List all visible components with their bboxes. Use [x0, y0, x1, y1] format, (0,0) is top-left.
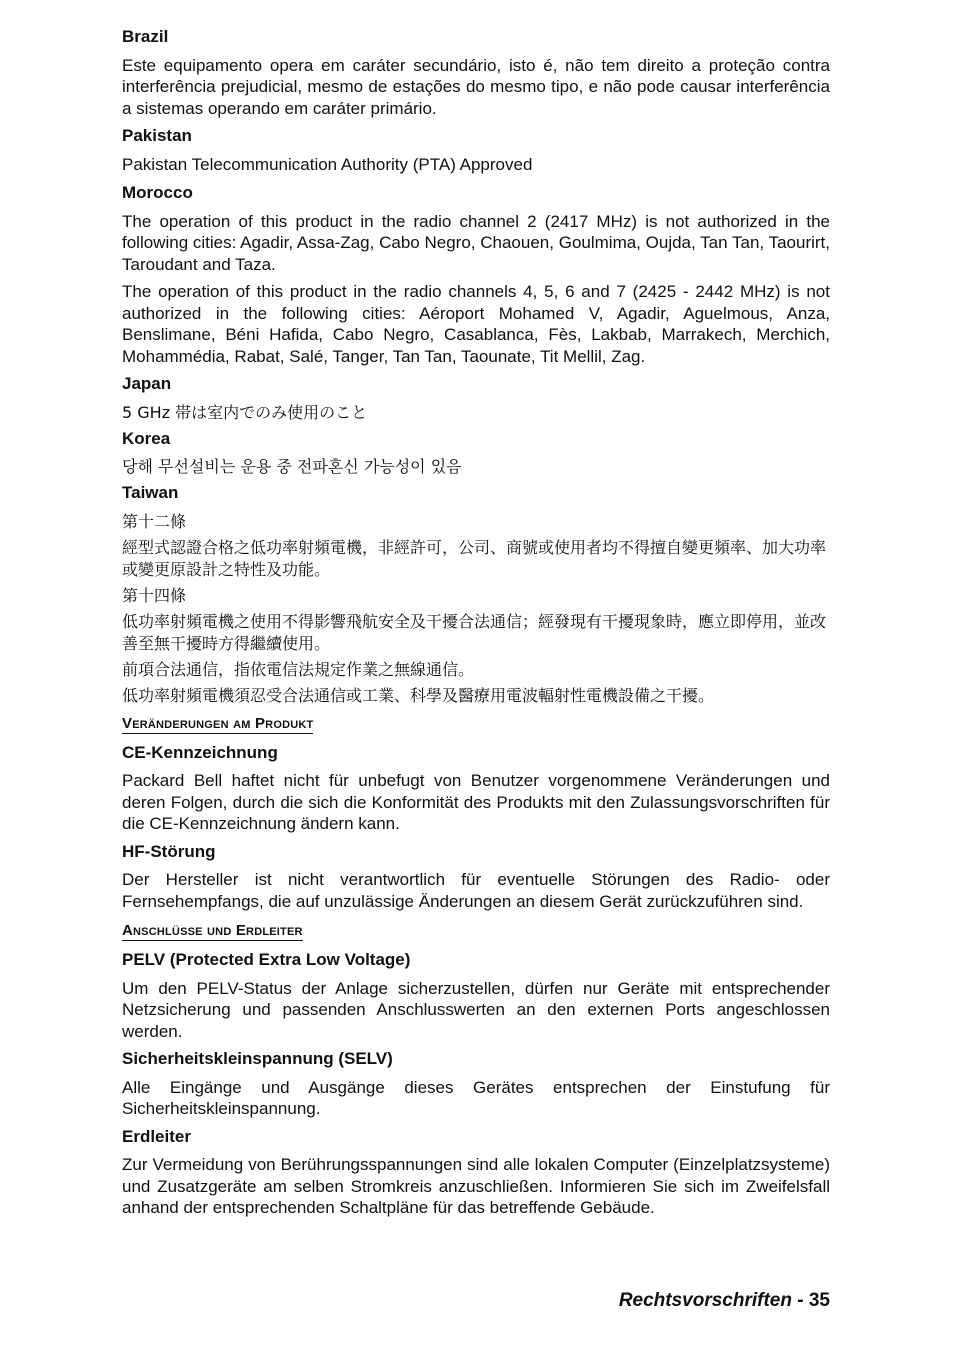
section-title-wrap-changes	[122, 711, 830, 742]
section-title-wrap-connections	[122, 918, 830, 949]
taiwan-article-14-text-2: 前項合法通信，指依電信法規定作業之無線通信。	[122, 659, 475, 679]
paragraph-brazil: Este equipamento opera em caráter secundário, isto é, não tem direito a proteção contra interferência prejudicial, mesmo de estações do mesmo tipo, e não pode causar interferência a sistemas operando em caráter primário.	[122, 55, 830, 118]
section-title-connections: Anschlüsse und Erdleiter	[122, 922, 303, 939]
taiwan-article-14-text-1: 低功率射頻電機之使用不得影響飛航安全及干擾合法通信；經發現有干擾現象時，應立即停用，並改善至無干擾時方得繼續使用。	[122, 611, 827, 653]
taiwan-article-14-title: 第十四條	[122, 585, 187, 605]
paragraph-morocco-1: The operation of this product in the radio channel 2 (2417 MHz) is not authorized in the following cities: Agadir, Assa-Zag, Cabo Negro, Chaouen, Goulmima, Oujda, Tan Tan, Taourirt, Taroudant and Taza.	[122, 211, 830, 274]
taiwan-article-12-title: 第十二條	[122, 511, 187, 531]
taiwan-article-14-text-3: 低功率射頻電機須忍受合法通信或工業、科學及醫療用電波輻射性電機設備之干擾。	[122, 685, 715, 705]
paragraph-korea: 당해 무선설비는 운용 중 전파혼신 가능성이 있음	[122, 457, 462, 476]
paragraph-selv: Alle Eingänge und Ausgänge dieses Gerätes entsprechen der Einstufung für Sicherheitskleinspannung.	[122, 1077, 830, 1118]
footer-title: Rechtsvorschriften -	[618, 1290, 809, 1311]
heading-japan: Japan	[122, 374, 172, 393]
heading-pelv: PELV (Protected Extra Low Voltage)	[122, 950, 411, 969]
paragraph-ce-marking: Packard Bell haftet nicht für unbefugt von Benutzer vorgenommene Veränderungen und deren Folgen, durch die sich die Konformität des Produkts mit den Zulassungsvorschriften für die CE-Kennzeichnung ändern kann.	[122, 771, 830, 833]
heading-korea: Korea	[122, 428, 171, 448]
taiwan-article-12-text: 經型式認證合格之低功率射頻電機，非經許可，公司、商號或使用者均不得擅自變更頻率、加大功率或變更原設計之特性及功能。	[122, 537, 827, 579]
heading-ce-marking: CE-Kennzeichnung	[122, 742, 278, 762]
heading-hf-interference: HF-Störung	[122, 841, 216, 861]
page-footer	[619, 1290, 830, 1312]
page-number: 35	[808, 1290, 830, 1311]
heading-selv: Sicherheitskleinspannung (SELV)	[122, 1049, 393, 1068]
paragraph-earth-conductor: Zur Vermeidung von Berührungsspannungen sind alle lokalen Computer (Einzelplatzsysteme) und Zusatzgeräte am selben Stromkreis anzuschließen. Informieren Sie sich im Zweifelsfall anhand der entsprechenden Schaltpläne für das betreffende Gebäude.	[122, 1155, 830, 1217]
paragraph-morocco-2: The operation of this product in the radio channels 4, 5, 6 and 7 (2425 - 2442 MHz) is not authorized in the following cities: Aéroport Mohamed V, Agadir, Aguelmous, Anza, Benslimane, Béni Hafida, Cabo Negro, Casablanca, Fès, Lakbab, Marrakech, Merchich, Mohammédia, Rabat, Salé, Tanger, Tan Tan, Taounate, Tit Mellil, Zag.	[122, 282, 830, 366]
paragraph-japan: 5 GHz 帯は室内でのみ使用のこと	[122, 402, 368, 422]
paragraph-pakistan: Pakistan Telecommunication Authority (PTA) Approved	[122, 154, 533, 174]
heading-pakistan: Pakistan	[122, 126, 192, 145]
heading-brazil: Brazil	[122, 27, 169, 46]
paragraph-pelv: Um den PELV-Status der Anlage sicherzustellen, dürfen nur Geräte mit entsprechender Netzsicherung und passenden Anschlusswerten an den externen Ports angeschlossen werden.	[122, 978, 830, 1041]
document-page	[122, 26, 830, 1225]
heading-morocco: Morocco	[122, 183, 193, 202]
section-title-changes: Veränderungen am Produkt	[122, 714, 314, 732]
heading-taiwan: Taiwan	[122, 483, 179, 502]
heading-earth-conductor: Erdleiter	[122, 1126, 191, 1146]
paragraph-hf-interference: Der Hersteller ist nicht verantwortlich für eventuelle Störungen des Radio- oder Fernsehempfangs, die auf unzulässige Änderungen an diesem Gerät zurückzuführen sind.	[122, 870, 830, 911]
